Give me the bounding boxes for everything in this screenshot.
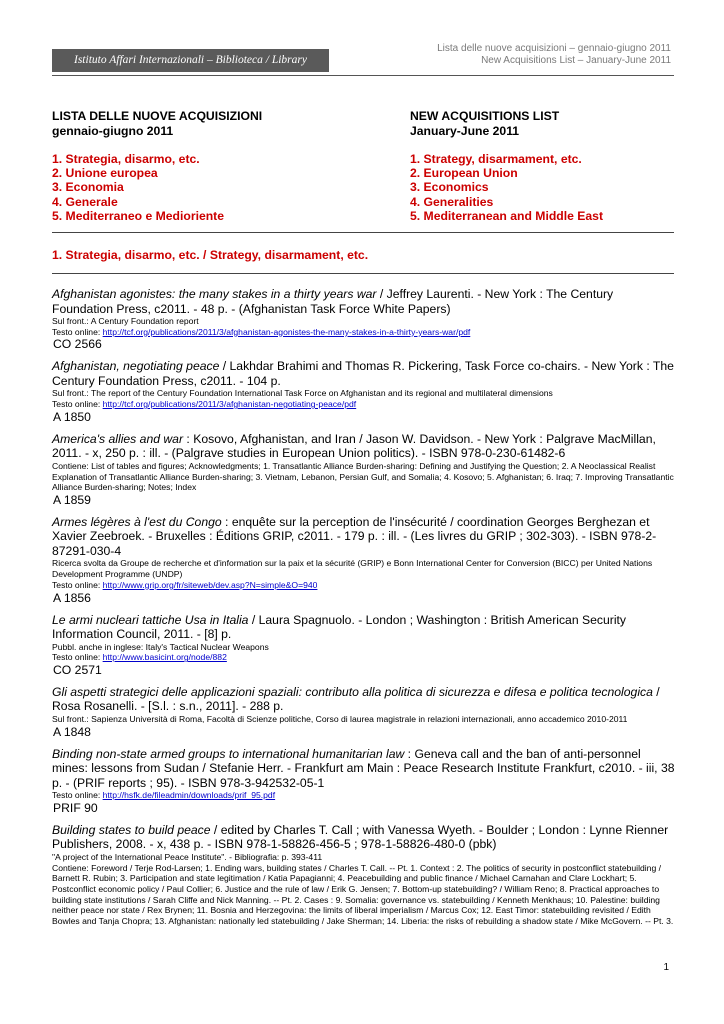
online-label: Testo online: — [52, 579, 103, 590]
toc-it-item[interactable]: 2. Unione europea — [52, 166, 158, 181]
entry-citation — [52, 359, 675, 388]
shelf-location: A 1850 — [53, 409, 91, 424]
entry-description: : enquête sur la perception de l'insécurité / coordination Georges Berghezan et Xavier Zeebroek. - Bruxelles : Éditions GRIP, c2011. - 179 p. : ill. - (Les livres du GRIP ; 302-303). - ISBN 978-2-87291-030-4 — [52, 514, 657, 558]
institute-banner: Istituto Affari Internazionali – Biblioteca / Library — [52, 49, 329, 72]
catalog-entry — [52, 823, 675, 927]
entry-note: Ricerca svolta da Groupe de recherche et d'information sur la paix et la sécurité (GRIP) e Bonn International Center for Conversion (BICC) per United Nations Development Programme (UNDP) — [52, 558, 653, 580]
toc-en-item[interactable]: 3. Economics — [410, 180, 489, 195]
toc-it-item[interactable]: 3. Economia — [52, 180, 124, 195]
toc-en-item[interactable]: 1. Strategy, disarmament, etc. — [410, 152, 582, 166]
toc-en-item[interactable]: 2. European Union — [410, 166, 518, 181]
entry-description: / edited by Charles T. Call ; with Vanessa Wyeth. - Boulder ; London : Lynne Rienner Publishers, 2008. - x, 438 p. - ISBN 978-1-58826-456-5 ; 978-1-58826-480-0 (pbk) — [52, 822, 669, 852]
entries-list — [52, 287, 675, 935]
toc-it-list — [52, 152, 392, 223]
running-header-it: Lista delle nuove acquisizioni – gennaio-giugno 2011 — [437, 43, 671, 54]
shelf-location: A 1859 — [53, 492, 91, 507]
entry-note: Sul front.: A Century Foundation report — [52, 316, 199, 326]
entry-title: Afghanistan, negotiating peace — [52, 359, 220, 374]
catalog-entry — [52, 747, 675, 815]
online-text-link[interactable]: http://hsfk.de/fileadmin/downloads/prif_95.pdf — [102, 790, 276, 801]
entry-title: Gli aspetti strategici delle applicazioni spaziali: contributo alla politica di sicurezza e difesa e politica tecnologica — [52, 684, 653, 699]
entry-online-text — [52, 580, 675, 591]
entry-description: / Jeffrey Laurenti. - New York : The Century Foundation Press, c2011. - 48 p. - (Afghanistan Task Force White Papers) — [52, 287, 614, 316]
entry-description: / Lakhdar Brahimi and Thomas R. Pickering, Task Force co-chairs. - New York : The Century Foundation Press, c2011. - 104 p. — [52, 359, 674, 388]
toc-divider — [52, 232, 674, 233]
online-text-link[interactable]: http://tcf.org/publications/2011/3/afghanistan-negotiating-peace/pdf — [102, 399, 357, 410]
page-number: 1 — [663, 962, 669, 973]
entry-citation — [52, 823, 675, 852]
entry-description: / Rosa Rosanelli. - [S.l. : s.n., 2011]. - 288 p. — [52, 684, 660, 714]
shelf-location: PRIF 90 — [53, 800, 98, 815]
entry-note: Pubbl. anche in inglese: Italy's Tactical Nuclear Weapons — [52, 641, 269, 652]
header-divider — [52, 75, 674, 76]
online-label: Testo online: — [52, 790, 103, 801]
catalog-entry — [52, 359, 675, 423]
section-divider — [52, 273, 674, 274]
online-label: Testo online: — [52, 399, 103, 410]
entry-title: America's allies and war — [52, 431, 184, 446]
entry-title: Building states to build peace — [52, 822, 211, 837]
entry-online-text — [52, 327, 675, 338]
entry-citation — [52, 685, 675, 714]
shelf-location: CO 2571 — [53, 662, 102, 677]
online-text-link[interactable]: http://tcf.org/publications/2011/3/afghanistan-agonistes-the-many-stakes-in-a-thirty-years-war/pdf — [102, 326, 471, 337]
online-text-link[interactable]: http://www.basicint.org/node/882 — [102, 652, 227, 663]
entry-note: Contiene: Foreword / Terje Rod-Larsen; 1. Ending wars, building states / Charles T. Call. -- Pt. 1. Context : 2. The politics of security in postconflict statebuilding / Barnett R. Rubin; 3. Participation and state legitimation / Katia Papagianni; 4. Peacebuilding and public finance / Michael Carnahan and Clare Lockhart; 5. Postconflict economic policy / Paul Collier; 6. Justice and the rule of law / Erik G. Jensen; 7. Bottom-up statebuilding? / William Reno; 8. Practical approaches to building state institutions / Sarah Cliffe and Nick Manning. -- Pt. 2. Cases : 9. Somalia: governance vs. statebuilding / Kenneth Menkhaus; 10. Palestine: building neither peace nor state / Rex Brynen; 11. Bosnia and Herzegovina: the limits of liberal imperialism / Marcus Cox; 12. East Timor: statebuilding revisited / Edith Bowles and Tanja Chopra; 13. Afghanistan: nationally led statebuilding / Jake Sherman; 14. Liberia: the risks of rebuilding a shadow state / Mike McGovern. -- Pt. 3. — [52, 862, 674, 927]
toc-english — [410, 109, 680, 223]
entry-note: "A project of the International Peace Institute". - Bibliografia: p. 393-411 — [52, 851, 323, 862]
toc-en-item[interactable]: 4. Generalities — [410, 194, 494, 209]
shelf-location: A 1848 — [53, 724, 91, 739]
toc-it-item[interactable]: 4. Generale — [52, 194, 118, 209]
entry-description: : Kosovo, Afghanistan, and Iran / Jason W. Davidson. - New York : Palgrave MacMillan, 2011. - x, 250 p. : ill. - (Palgrave studies in European Union politics). - ISBN 978-0-230-61482-6 — [52, 431, 656, 461]
entry-online-text — [52, 399, 675, 410]
toc-en-list — [410, 152, 680, 223]
entry-description: / Laura Spagnuolo. - London ; Washington : British American Security Information Council, 2011. - [8] p. — [52, 612, 627, 642]
online-label: Testo online: — [52, 326, 103, 337]
toc-italian — [52, 109, 392, 223]
entry-title: Le armi nucleari tattiche Usa in Italia — [52, 612, 249, 627]
catalog-entry — [52, 515, 675, 605]
toc-en-title: NEW ACQUISITIONS LIST — [410, 109, 560, 123]
online-text-link[interactable]: http://www.grip.org/fr/siteweb/dev.asp?N=simple&O=940 — [102, 579, 318, 590]
entry-description: : Geneva call and the ban of anti-personnel mines: lessons from Sudan / Stefanie Herr. - Frankfurt am Main : Peace Research Institute Frankfurt, c2010. - iii, 38 p. - (PRIF reports ; 95). - ISBN 978-3-942532-05-1 — [52, 746, 675, 790]
entry-title: Binding non-state armed groups to international humanitarian law — [52, 746, 405, 761]
toc-it-title: LISTA DELLE NUOVE ACQUISIZIONI — [52, 109, 263, 123]
catalog-entry — [52, 287, 675, 351]
running-header-en: New Acquisitions List – January-June 2011 — [481, 55, 671, 66]
toc-en-period: January-June 2011 — [410, 123, 520, 138]
catalog-entry — [52, 685, 675, 739]
entry-online-text — [52, 652, 675, 663]
toc-en-item[interactable]: 5. Mediterranean and Middle East — [410, 208, 604, 223]
shelf-location: A 1856 — [53, 590, 91, 605]
entry-note: Sul front.: Sapienza Università di Roma, Facoltà di Scienze politiche, Corso di laurea magistrale in relazioni internazionali, anno accademico 2010-2011 — [52, 713, 628, 724]
shelf-location: CO 2566 — [53, 337, 102, 352]
entry-note: Contiene: List of tables and figures; Acknowledgments; 1. Transatlantic Alliance Burden-sharing: Defining and Justifying the Question; 2. A Neoclassical Realist Explanation of Transatlantic Alliance Burden-sharing; 3. Vietnam, Lebanon, Persian Gulf, and Somalia; 4. Kosovo; 5. Afghanistan; 6. Iraq; 7. Improving Transatlantic Alliance Burden-sharing; Notes; Index — [52, 460, 674, 493]
entry-citation — [52, 515, 675, 559]
entry-title: Armes légères à l'est du Congo — [52, 514, 222, 529]
entry-citation — [52, 432, 675, 461]
entry-title: Afghanistan agonistes: the many stakes in a thirty years war — [52, 287, 377, 301]
toc-it-item[interactable]: 1. Strategia, disarmo, etc. — [52, 152, 200, 166]
catalog-entry — [52, 613, 675, 677]
entry-citation — [52, 613, 675, 642]
catalog-entry — [52, 432, 675, 507]
entry-online-text — [52, 790, 675, 801]
section-title: 1. Strategia, disarmo, etc. / Strategy, disarmament, etc. — [52, 248, 369, 262]
entry-citation — [52, 747, 675, 791]
online-label: Testo online: — [52, 652, 103, 663]
entry-citation — [52, 287, 675, 316]
toc-it-item[interactable]: 5. Mediterraneo e Medioriente — [52, 208, 225, 223]
entry-note: Sul front.: The report of the Century Foundation International Task Force on Afghanistan and its regional and multilateral dimensions — [52, 388, 553, 399]
running-header — [437, 43, 671, 67]
toc-it-period: gennaio-giugno 2011 — [52, 123, 174, 138]
